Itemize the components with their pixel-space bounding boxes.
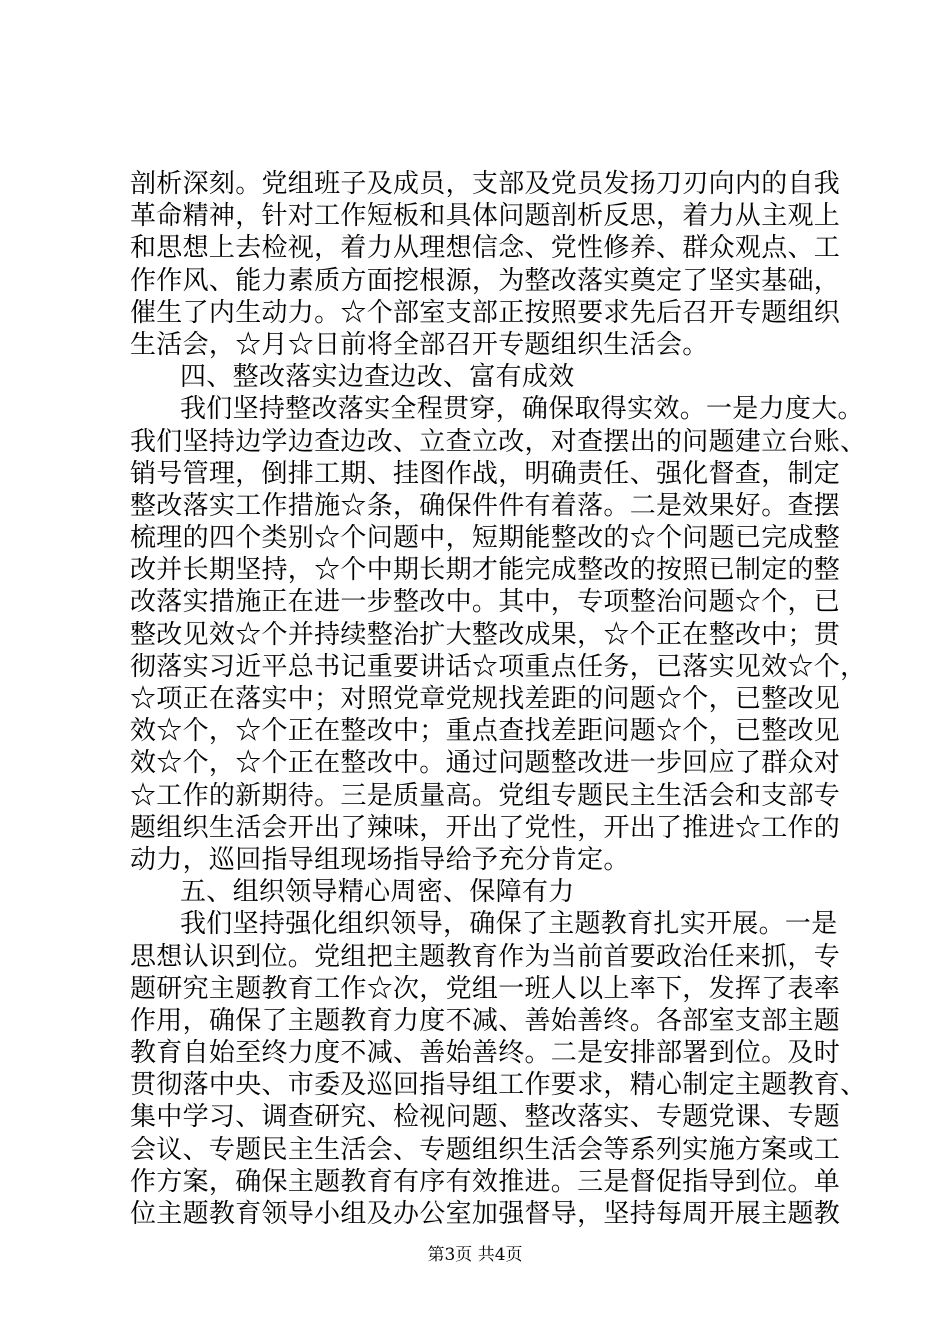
document-body <box>130 168 867 1230</box>
text-line: ☆工作的新期待。三是质量高。党组专题民主生活会和支部专 <box>130 780 841 811</box>
text-line: 和思想上去检视，着力从理想信念、党性修养、群众观点、工 <box>130 233 841 264</box>
text-line: 催生了内生动力。☆个部室支部正按照要求先后召开专题组织 <box>130 297 841 328</box>
page-footer: 第3页 共4页 <box>427 1245 523 1265</box>
text-line: 我们坚持强化组织领导，确保了主题教育扎实开展。一是 <box>180 909 838 940</box>
text-line: 会议、专题民主生活会、专题组织生活会等系列实施方案或工 <box>130 1134 841 1165</box>
text-line: 改落实措施正在进一步整改中。其中，专项整治问题☆个，已 <box>130 587 841 618</box>
text-line: 生活会，☆月☆日前将全部召开专题组织生活会。 <box>130 329 709 360</box>
text-line: 销号管理，倒排工期、挂图作战，明确责任、强化督查，制定 <box>130 458 841 489</box>
text-line: 整改落实工作措施☆条，确保件件有着落。二是效果好。查摆 <box>130 490 841 521</box>
text-line: 作作风、能力素质方面挖根源，为整改落实奠定了坚实基础， <box>130 265 841 296</box>
text-line: ☆项正在落实中；对照党章党规找差距的问题☆个，已整改见 <box>130 684 841 714</box>
text-line: 作方案，确保主题教育有序有效推进。三是督促指导到位。单 <box>130 1166 841 1197</box>
text-line: 四、整改落实边查边改、富有成效 <box>180 362 575 393</box>
text-line: 贯彻落中央、市委及巡回指导组工作要求，精心制定主题教育、 <box>130 1070 867 1101</box>
text-line: 改并长期坚持，☆个中期长期才能完成整改的按照已制定的整 <box>130 555 841 586</box>
text-line: 题组织生活会开出了辣味，开出了党性，开出了推进☆工作的 <box>130 812 841 843</box>
text-line: 整改见效☆个并持续整治扩大整改成果，☆个正在整改中；贯 <box>130 619 841 650</box>
text-line: 我们坚持整改落实全程贯穿，确保取得实效。一是力度大。 <box>180 394 864 425</box>
text-line: 题研究主题教育工作☆次，党组一班人以上率下，发挥了表率 <box>130 973 841 1004</box>
text-line: 位主题教育领导小组及办公室加强督导，坚持每周开展主题教 <box>130 1199 841 1229</box>
text-line: 剖析深刻。党组班子及成员，支部及党员发扬刀刃向内的自我 <box>130 169 841 199</box>
text-line: 效☆个，☆个正在整改中。通过问题整改进一步回应了群众对 <box>130 748 841 779</box>
text-line: 我们坚持边学边查边改、立查立改，对查摆出的问题建立台账、 <box>130 426 867 457</box>
text-line: 教育自始至终力度不减、善始善终。二是安排部署到位。及时 <box>130 1038 841 1069</box>
text-line: 效☆个，☆个正在整改中；重点查找差距问题☆个，已整改见 <box>130 716 841 747</box>
text-line: 革命精神，针对工作短板和具体问题剖析反思，着力从主观上 <box>130 201 841 232</box>
text-line: 五、组织领导精心周密、保障有力 <box>180 877 575 908</box>
text-line: 集中学习、调查研究、检视问题、整改落实、专题党课、专题 <box>130 1102 841 1133</box>
text-line: 作用，确保了主题教育力度不减、善始善终。各部室支部主题 <box>130 1005 841 1036</box>
text-line: 思想认识到位。党组把主题教育作为当前首要政治任来抓，专 <box>130 941 841 972</box>
text-line: 彻落实习近平总书记重要讲话☆项重点任务，已落实见效☆个， <box>130 651 867 682</box>
text-line: 梳理的四个类别☆个问题中，短期能整改的☆个问题已完成整 <box>130 523 841 554</box>
text-line: 动力，巡回指导组现场指导给予充分肯定。 <box>130 844 630 875</box>
